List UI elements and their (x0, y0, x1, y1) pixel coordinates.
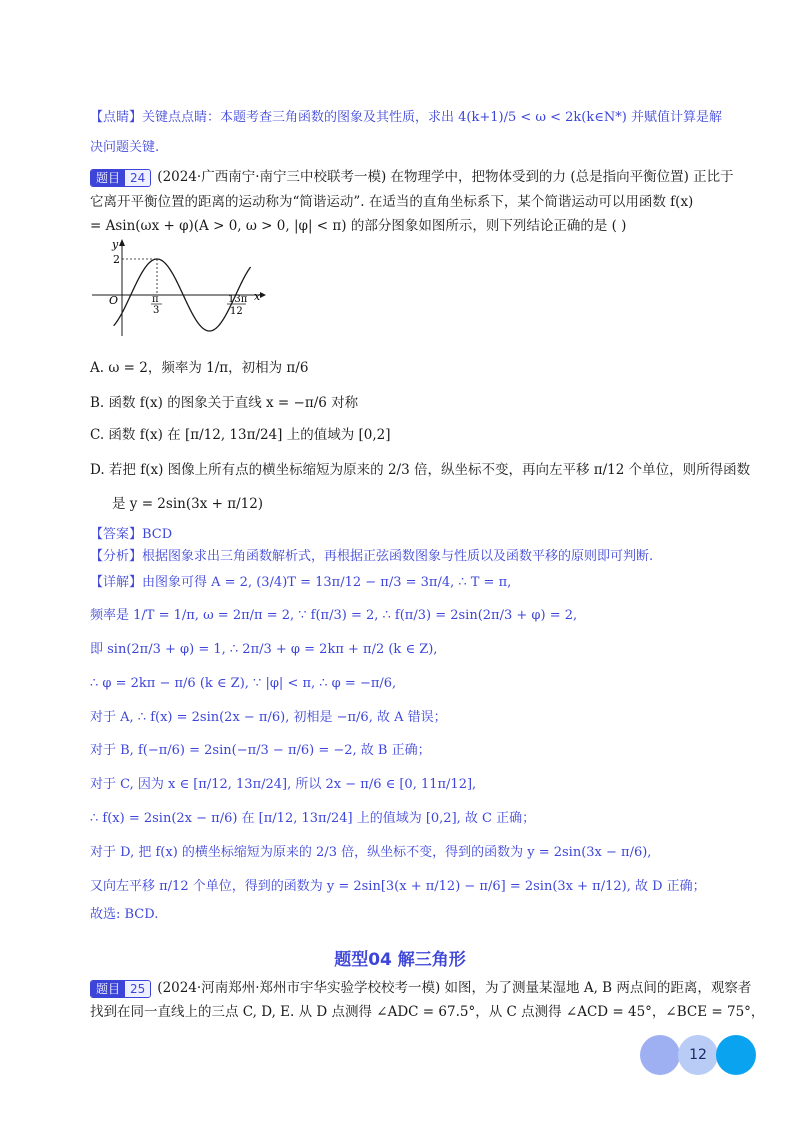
x-tick-13pi-12: 13π (228, 294, 248, 305)
detail-11: 故选: BCD. (90, 907, 159, 922)
q25-badge (90, 980, 151, 998)
page-number: 12 (689, 1047, 707, 1063)
q24-badge (90, 169, 151, 187)
y-axis-arrow (119, 239, 125, 246)
detail-7: 对于 C, 因为 x ∈ [π/12, 13π/24], 所以 2x − π/6 ∈ [0, 11π/12], (90, 777, 477, 792)
q24-line1 (90, 167, 734, 187)
q24-line3: = Asin(ωx + φ)(A > 0, ω > 0, |φ| < π) 的部分图象如图所示，则下列结论正确的是 ( ) (90, 218, 627, 234)
q25-badge-label: 题目 (91, 981, 125, 997)
answer: 【答案】BCD (90, 527, 173, 542)
q24-line2: 它离开平衡位置的距离的运动称为“简谐运动”. 在适当的直角坐标系下，某个简谐运动可以用函数 f(x) (90, 194, 694, 210)
q25-text-1: (2024·河南郑州·郑州市宇华实验学校校考一模) 如图，为了测量某湿地 A, B 两点间的距离，观察者 (157, 980, 752, 996)
page-circle-3 (716, 1035, 756, 1075)
origin-label: O (109, 294, 119, 307)
x-tick-pi-3-den: 3 (153, 305, 160, 316)
x-axis-label: x (254, 290, 261, 303)
detail-2: 频率是 1/T = 1/π, ω = 2π/π = 2, ∵ f(π/3) = 2, ∴ f(π/3) = 2sin(2π/3 + φ) = 2, (90, 608, 578, 623)
detail-10: 又向左平移 π/12 个单位，得到的函数为 y = 2sin[3(x + π/12) − π/6] = 2sin(3x + π/12), 故 D 正确； (90, 879, 706, 894)
section-title: 题型04 解三角形 (334, 950, 466, 970)
page-number-badge (640, 1035, 758, 1075)
analysis: 【分析】根据图象求出三角函数解析式，再根据正弦函数图象与性质以及函数平移的原则即可判断. (90, 549, 654, 564)
x-tick-pi-3: π (152, 294, 159, 305)
q25-badge-number: 25 (125, 981, 150, 997)
y-axis-label: y (112, 238, 119, 251)
q24-badge-number: 24 (125, 170, 150, 186)
detail-4: ∴ φ = 2kπ − π/6 (k ∈ Z), ∵ |φ| < π, ∴ φ = −π/6, (90, 676, 397, 691)
prev-tip-line1: 【点睛】关键点点睛：本题考查三角函数的图象及其性质，求出 4(k+1)/5 < ω < 2k(k∈N*) 并赋值计算是解 (90, 110, 722, 125)
detail-3: 即 sin(2π/3 + φ) = 1, ∴ 2π/3 + φ = 2kπ + π/2 (k ∈ Z), (90, 642, 438, 657)
q25-line1 (90, 978, 751, 998)
option-a: A. ω = 2，频率为 1/π，初相为 π/6 (90, 360, 309, 376)
option-d: D. 若把 f(x) 图像上所有点的横坐标缩短为原来的 2/3 倍，纵坐标不变，再向左平移 π/12 个单位，则所得函数 (90, 462, 751, 478)
option-d-cont: 是 y = 2sin(3x + π/12) (112, 496, 264, 512)
x-axis-arrow (260, 292, 266, 298)
detail-5: 对于 A, ∴ f(x) = 2sin(2x − π/6), 初相是 −π/6, 故 A 错误； (90, 710, 447, 725)
detail-9: 对于 D, 把 f(x) 的横坐标缩短为原来的 2/3 倍，纵坐标不变，得到的函数为 y = 2sin(3x − π/6), (90, 845, 652, 860)
detail-6: 对于 B, f(−π/6) = 2sin(−π/3 − π/6) = −2, 故 B 正确； (90, 743, 431, 758)
detail-1: 【详解】由图象可得 A = 2, (3/4)T = 13π/12 − π/3 = 3π/4, ∴ T = π, (90, 575, 512, 590)
x-tick-13pi-12-den: 12 (230, 306, 243, 317)
page-circle-1 (640, 1035, 680, 1075)
sine-graph (88, 238, 268, 338)
option-b: B. 函数 f(x) 的图象关于直线 x = −π/6 对称 (90, 395, 359, 411)
q24-text-1: (2024·广西南宁·南宁三中校联考一模) 在物理学中，把物体受到的力 (总是指向平衡位置) 正比于 (157, 169, 734, 185)
q24-badge-label: 题目 (91, 170, 125, 186)
q25-line2: 找到在同一直线上的三点 C, D, E. 从 D 点测得 ∠ADC = 67.5°，从 C 点测得 ∠ACD = 45°，∠BCE = 75°， (90, 1004, 765, 1020)
prev-tip-line2: 决问题关键. (90, 140, 160, 155)
option-c: C. 函数 f(x) 在 [π/12, 13π/24] 上的值域为 [0,2] (90, 427, 391, 443)
detail-8: ∴ f(x) = 2sin(2x − π/6) 在 [π/12, 13π/24] 上的值域为 [0,2], 故 C 正确； (90, 811, 536, 826)
y-tick-2: 2 (113, 253, 120, 266)
